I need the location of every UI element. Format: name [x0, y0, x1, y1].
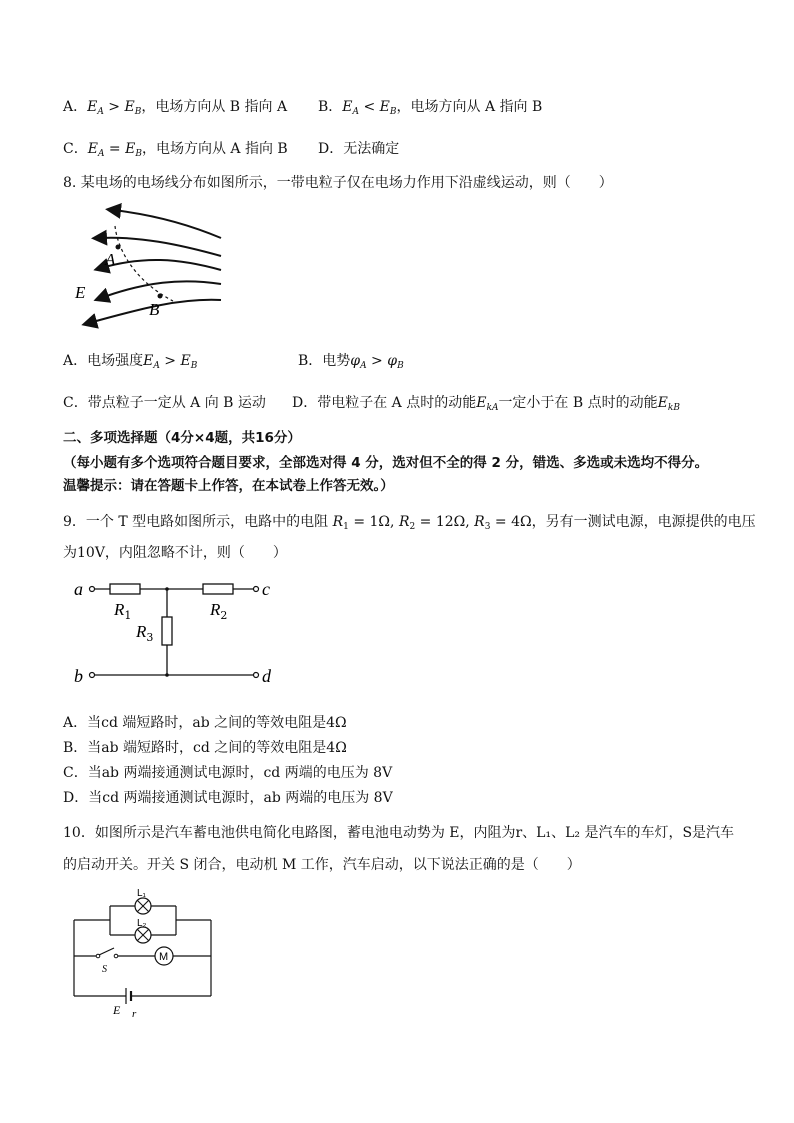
svg-text:M: M: [159, 951, 169, 963]
q8-option-b: B．电势$\varphi_A > \varphi_B$: [298, 353, 404, 371]
label-r: r: [132, 1008, 137, 1020]
label-r2: $R_2$: [210, 600, 228, 622]
q9-option-c: C．当ab 两端接通测试电源时，cd 两端的电压为 8V: [63, 765, 393, 781]
label-e: E: [113, 1003, 121, 1017]
q7-option-d: D．无法确定: [318, 141, 400, 157]
label-s: S: [102, 964, 107, 975]
q8-option-c: C．带点粒子一定从 A 向 B 运动: [63, 395, 266, 411]
label-c: c: [262, 579, 270, 599]
q8-option-d: D．带电粒子在 A 点时的动能$E_{kA}$一定小于在 B 点时的动能$E_{kB}$: [292, 395, 680, 413]
section-note: （每小题有多个选项符合题目要求，全部选对得 4 分，选对但不全的得 2 分，错选、多选或未选均不得分。: [63, 455, 709, 471]
lamp-l1: [135, 898, 151, 914]
q9-option-a: A．当cd 端短路时，ab 之间的等效电阻是4Ω: [63, 715, 347, 731]
label-a: A: [105, 250, 116, 269]
resistor-r1: [110, 584, 140, 594]
q10-stem-1: 10．如图所示是汽车蓄电池供电简化电路图，蓄电池电动势为 E，内阻为r、L₁、L₂ 是汽车的车灯，S是汽车: [63, 825, 735, 841]
label-r1: $R_1$: [114, 600, 132, 622]
electric-field-figure: [63, 198, 233, 338]
label-a: a: [74, 579, 83, 599]
q7-option-a: A．$E_A > E_B$，电场方向从 B 指向 A: [63, 99, 288, 117]
resistor-r2: [203, 584, 233, 594]
terminal-c: [254, 587, 259, 592]
switch-s: [99, 948, 114, 955]
label-l1: L₁: [137, 888, 146, 899]
section-title: 二、多项选择题（4分×4题，共16分）: [63, 430, 301, 446]
section-tip: 温馨提示：请在答题卡上作答，在本试卷上作答无效。）: [63, 478, 394, 494]
q8-option-a: A．电场强度$E_A > E_B$: [63, 353, 198, 371]
terminal-b: [90, 673, 95, 678]
point-a: [116, 245, 121, 250]
q10-stem-2: 的启动开关。开关 S 闭合，电动机 M 工作，汽车启动，以下说法正确的是（ ）: [63, 857, 581, 873]
car-circuit-figure: [66, 880, 226, 1020]
q9-stem-2: 为10V，内阻忽略不计，则（ ）: [63, 545, 287, 561]
q7-option-b: B．$E_A < E_B$，电场方向从 A 指向 B: [318, 99, 543, 117]
q9-option-d: D．当cd 两端接通测试电源时，ab 两端的电压为 8V: [63, 790, 393, 806]
label-d: d: [262, 666, 271, 686]
resistor-r3: [162, 617, 172, 645]
point-b: [158, 294, 163, 299]
lamp-l2: [135, 927, 151, 943]
q8-stem: 8. 某电场的电场线分布如图所示，一带电粒子仅在电场力作用下沿虚线运动，则（ ）: [63, 175, 613, 191]
field-line: [101, 260, 221, 270]
q9-option-b: B．当ab 端短路时，cd 之间的等效电阻是4Ω: [63, 740, 347, 756]
t-circuit-figure: [70, 575, 285, 690]
label-r3: $R_3$: [136, 622, 154, 644]
terminal-a: [90, 587, 95, 592]
field-line: [113, 210, 221, 238]
label-b: B: [149, 300, 160, 319]
q7-option-c: C．$E_A = E_B$，电场方向从 A 指向 B: [63, 141, 288, 159]
q9-stem-1: 9．一个 T 型电路如图所示，电路中的电阻 $R_1 = 1\Omega$, $R_2 = 12\Omega$, $R_3 = 4\Omega$，另有一测试电源，电源提供的电压: [63, 514, 756, 532]
label-e: E: [75, 283, 86, 302]
label-l2: L₂: [137, 918, 147, 929]
terminal-d: [254, 673, 259, 678]
label-b: b: [74, 666, 83, 686]
